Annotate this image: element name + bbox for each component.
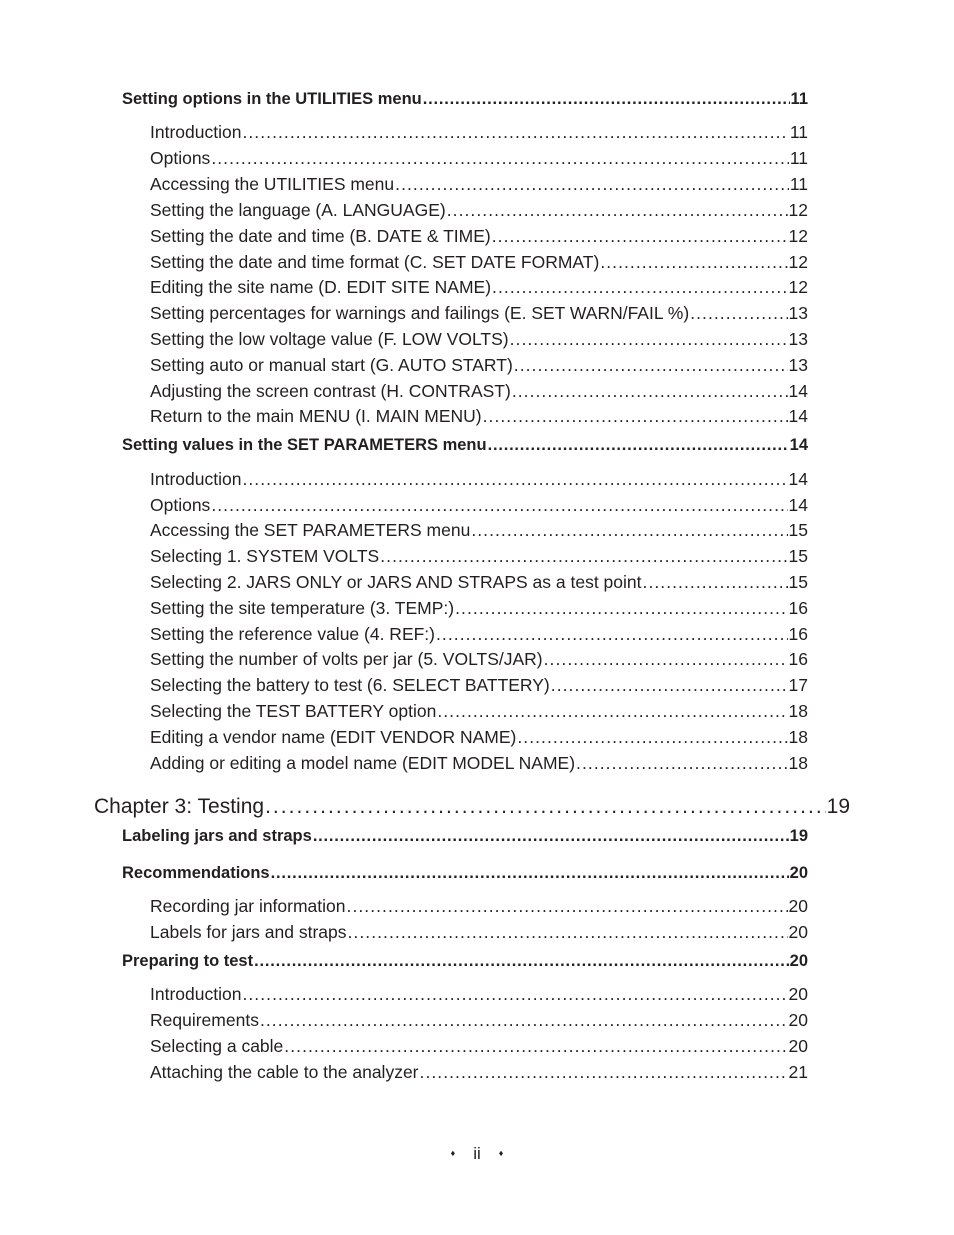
toc-dot-leader [492, 277, 787, 298]
toc-dot-leader [347, 896, 788, 917]
toc-dot-leader [488, 436, 789, 455]
toc-entry[interactable] [150, 1062, 808, 1083]
toc-entry-page: 13 [788, 303, 808, 323]
toc-entry[interactable] [150, 148, 808, 169]
toc-entry[interactable] [150, 753, 808, 774]
toc-entry-title: Setting the reference value (4. REF:) [150, 624, 435, 644]
toc-dot-leader [420, 1062, 788, 1083]
toc-entry-page: 18 [788, 753, 808, 773]
toc-entry-page: 11 [789, 122, 808, 142]
toc-section-utilities[interactable] [122, 90, 808, 109]
toc-entry-title: Selecting 1. SYSTEM VOLTS [150, 546, 380, 566]
toc-dot-leader [260, 1010, 788, 1031]
toc-dot-leader [380, 546, 787, 567]
toc-dot-leader [471, 520, 787, 541]
toc-entry-page: 20 [788, 1010, 808, 1030]
toc-entry-page: 15 [788, 572, 808, 592]
toc-dot-leader [437, 701, 787, 722]
toc-dot-leader [313, 827, 789, 846]
toc-entry-page: 12 [788, 277, 808, 297]
page-footer [0, 1144, 954, 1164]
toc-dot-leader [211, 148, 789, 169]
toc-dot-leader [436, 624, 788, 645]
toc-entry-page: 15 [788, 546, 808, 566]
toc-entry[interactable] [150, 727, 808, 748]
toc-entry[interactable] [150, 406, 808, 427]
toc-entry[interactable] [150, 277, 808, 298]
diamond-right-icon: ♦ [498, 1148, 504, 1158]
toc-entry-title: Requirements [150, 1010, 259, 1030]
toc-entry-page: 20 [788, 984, 808, 1004]
toc-entry-title: Preparing to test [122, 952, 254, 970]
toc-entry-page: 11 [790, 90, 808, 108]
toc-entry-title: Return to the main MENU (I. MAIN MENU) [150, 406, 482, 426]
toc-entry[interactable] [150, 701, 808, 722]
toc-entry-title: Selecting the TEST BATTERY option [150, 701, 437, 721]
toc-entry[interactable] [150, 896, 808, 917]
toc-entry-title: Editing the site name (D. EDIT SITE NAME) [150, 277, 492, 297]
toc-chapter-3[interactable] [94, 795, 850, 819]
toc-entry-title: Introduction [150, 984, 242, 1004]
toc-dot-leader [254, 952, 789, 971]
toc-section-set-parameters[interactable] [122, 436, 808, 455]
toc-entry-title: Setting percentages for warnings and failings (E. SET WARN/FAIL %) [150, 303, 690, 323]
toc-entry-title: Setting options in the UTILITIES menu [122, 90, 422, 108]
toc-entry-title: Introduction [150, 122, 242, 142]
toc-section-preparing[interactable] [122, 952, 808, 971]
toc-entry-title: Recommendations [122, 864, 270, 882]
toc-entry-title: Options [150, 148, 211, 168]
toc-entry[interactable] [150, 122, 808, 143]
toc-entry-page: 16 [788, 624, 808, 644]
toc-entry-page: 20 [788, 922, 808, 942]
toc-dot-leader [265, 795, 826, 819]
toc-entry-title: Options [150, 495, 211, 515]
toc-entry-title: Introduction [150, 469, 242, 489]
toc-entry-title: Setting the number of volts per jar (5. VOLTS/JAR) [150, 649, 543, 669]
toc-entry[interactable] [150, 252, 808, 273]
toc-entry-page: 11 [789, 174, 808, 194]
toc-entry-page: 20 [788, 896, 808, 916]
toc-entry-page: 14 [788, 469, 808, 489]
toc-dot-leader [600, 252, 787, 273]
toc-dot-leader [284, 1036, 787, 1057]
toc-dot-leader [551, 675, 788, 696]
toc-entry[interactable] [150, 200, 808, 221]
toc-entry-title: Setting the language (A. LANGUAGE) [150, 200, 446, 220]
toc-entry[interactable] [150, 546, 808, 567]
toc-entry[interactable] [150, 1036, 808, 1057]
toc-entry-title: Adding or editing a model name (EDIT MODEL NAME) [150, 753, 576, 773]
toc-dot-leader [348, 922, 788, 943]
toc-entry-page: 14 [789, 436, 808, 454]
toc-dot-leader [576, 753, 787, 774]
toc-dot-leader [510, 329, 788, 350]
toc-entry-page: 14 [788, 406, 808, 426]
toc-entry[interactable] [150, 572, 808, 593]
toc-entry-page: 20 [788, 1036, 808, 1056]
toc-entry-title: Setting the low voltage value (F. LOW VOLTS) [150, 329, 509, 349]
toc-entry-title: Adjusting the screen contrast (H. CONTRAST) [150, 381, 511, 401]
toc-entry[interactable] [150, 598, 808, 619]
toc-entry-page: 13 [788, 355, 808, 375]
toc-entry-title: Labels for jars and straps [150, 922, 347, 942]
toc-entry-page: 12 [788, 226, 808, 246]
toc-dot-leader [271, 864, 789, 883]
toc-entry-title: Setting the date and time (B. DATE & TIME) [150, 226, 491, 246]
toc-entry-page: 14 [788, 495, 808, 515]
toc-entry-title: Selecting a cable [150, 1036, 284, 1056]
toc-entry-page: 16 [788, 649, 808, 669]
toc-entry-page: 14 [788, 381, 808, 401]
toc-dot-leader [514, 355, 788, 376]
toc-dot-leader [544, 649, 788, 670]
toc-entry-page: 13 [788, 329, 808, 349]
toc-entry[interactable] [150, 520, 808, 541]
toc-section-recommendations[interactable] [122, 864, 808, 883]
toc-dot-leader [455, 598, 787, 619]
toc-entry-page: 12 [788, 200, 808, 220]
toc-entry-title: Setting values in the SET PARAMETERS menu [122, 436, 487, 454]
toc-section-labeling[interactable] [122, 827, 808, 846]
toc-entry-title: Recording jar information [150, 896, 346, 916]
toc-entry-page: 12 [788, 252, 808, 272]
toc-entry[interactable] [150, 495, 808, 516]
toc-entry[interactable] [150, 355, 808, 376]
toc-dot-leader [517, 727, 787, 748]
toc-entry[interactable] [150, 649, 808, 670]
toc-entry-page: 20 [789, 864, 808, 882]
toc-entry[interactable] [150, 984, 808, 1005]
toc-entry-title: Labeling jars and straps [122, 827, 312, 845]
toc-entry[interactable] [150, 381, 808, 402]
toc-entry-page: 16 [788, 598, 808, 618]
toc-entry[interactable] [150, 226, 808, 247]
toc-dot-leader [492, 226, 788, 247]
toc-entry-title: Accessing the UTILITIES menu [150, 174, 395, 194]
toc-entry[interactable] [150, 469, 808, 490]
toc-dot-leader [690, 303, 787, 324]
toc-entry-page: 18 [788, 727, 808, 747]
toc-entry-page: 17 [788, 675, 808, 695]
toc-entry[interactable] [150, 922, 808, 943]
toc-entry-page: 15 [788, 520, 808, 540]
toc-entry-title: Chapter 3: Testing [94, 795, 265, 818]
toc-entry-title: Accessing the SET PARAMETERS menu [150, 520, 471, 540]
toc-dot-leader [643, 572, 788, 593]
toc-entry-title: Editing a vendor name (EDIT VENDOR NAME) [150, 727, 517, 747]
toc-entry[interactable] [150, 329, 808, 350]
toc-entry-page: 18 [788, 701, 808, 721]
toc-entry-page: 20 [789, 952, 808, 970]
toc-dot-leader [447, 200, 788, 221]
toc-entry-page: 11 [789, 148, 808, 168]
toc-entry-title: Selecting the battery to test (6. SELECT BATTERY) [150, 675, 550, 695]
toc-dot-leader [242, 122, 788, 143]
toc-entry[interactable] [150, 174, 808, 195]
toc-dot-leader [242, 984, 787, 1005]
toc-dot-leader [242, 469, 787, 490]
toc-entry-title: Setting the date and time format (C. SET DATE FORMAT) [150, 252, 600, 272]
toc-dot-leader [395, 174, 789, 195]
toc-entry-title: Attaching the cable to the analyzer [150, 1062, 419, 1082]
diamond-left-icon: ♦ [450, 1148, 456, 1158]
toc-entry[interactable] [150, 624, 808, 645]
toc-entry-page: 21 [788, 1062, 808, 1082]
toc-entry[interactable] [150, 675, 808, 696]
toc-entry[interactable] [150, 1010, 808, 1031]
toc-dot-leader [512, 381, 788, 402]
toc-dot-leader [423, 90, 790, 109]
toc-entry[interactable] [150, 303, 808, 324]
toc-dot-leader [211, 495, 787, 516]
toc-entry-title: Setting the site temperature (3. TEMP:) [150, 598, 455, 618]
toc-entry-page: 19 [789, 827, 808, 845]
toc-entry-title: Setting auto or manual start (G. AUTO START) [150, 355, 513, 375]
toc-entry-page: 19 [826, 795, 850, 818]
toc-entry-title: Selecting 2. JARS ONLY or JARS AND STRAPS as a test point [150, 572, 642, 592]
toc-dot-leader [483, 406, 788, 427]
page-number: ii [473, 1144, 481, 1163]
